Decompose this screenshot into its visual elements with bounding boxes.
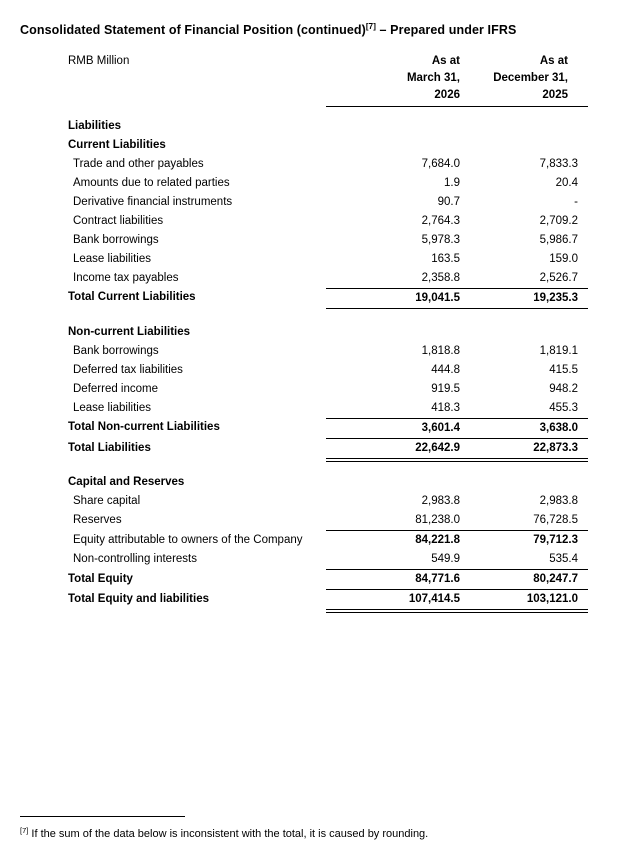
footnote (20, 816, 428, 841)
page-title-main: Consolidated Statement of Financial Position (continued) (20, 23, 366, 37)
row-values (326, 117, 588, 136)
row-values (326, 511, 588, 531)
value-december-2025: 76,728.5 (533, 514, 578, 526)
value-december-2025: 159.0 (549, 253, 578, 265)
row-values (326, 380, 588, 399)
row-values (326, 439, 588, 459)
row-label: Contract liabilities (73, 215, 164, 227)
row-label: Reserves (73, 514, 122, 526)
page-title-footnote-ref: [7] (365, 22, 376, 31)
row-label: Bank borrowings (73, 345, 159, 357)
table-row (20, 380, 622, 399)
value-december-2025: 3,638.0 (539, 422, 578, 434)
table-row (20, 361, 622, 380)
table-row (20, 570, 622, 590)
table-row (20, 117, 622, 136)
value-december-2025: 80,247.7 (533, 573, 578, 585)
row-values (326, 550, 588, 570)
value-march-2026: 418.3 (431, 402, 460, 414)
table-row (20, 531, 622, 550)
row-values (326, 174, 588, 193)
row-values (326, 418, 588, 439)
row-label: Total Current Liabilities (68, 291, 196, 303)
value-march-2026 (326, 323, 460, 342)
value-december-2025: 103,121.0 (526, 593, 578, 605)
row-values (326, 193, 588, 212)
table-row (20, 399, 622, 418)
col2-header-line3: 2025 (542, 89, 568, 101)
table-row (20, 155, 622, 174)
value-december-2025: 535.4 (549, 553, 578, 565)
value-march-2026: 1,818.8 (421, 345, 460, 357)
row-label: Lease liabilities (73, 402, 151, 414)
column-headers (326, 53, 588, 107)
value-december-2025 (460, 136, 588, 155)
value-march-2026: 3,601.4 (421, 422, 460, 434)
value-march-2026: 2,358.8 (421, 272, 460, 284)
footnote-text (20, 824, 428, 841)
value-december-2025: 2,983.8 (539, 495, 578, 507)
row-label: Bank borrowings (73, 234, 159, 246)
value-march-2026: 2,764.3 (421, 215, 460, 227)
row-values (326, 155, 588, 174)
value-december-2025: 1,819.1 (539, 345, 578, 357)
row-label: Current Liabilities (68, 139, 166, 151)
footnote-separator (20, 816, 185, 817)
value-march-2026: 107,414.5 (408, 593, 460, 605)
row-label: Total Equity (68, 573, 133, 585)
row-label: Total Non-current Liabilities (68, 421, 220, 433)
col1-header-line3: 2026 (434, 89, 460, 101)
row-values (326, 342, 588, 361)
value-march-2026: 2,983.8 (421, 495, 460, 507)
value-december-2025: 79,712.3 (533, 534, 578, 546)
value-december-2025: 415.5 (549, 364, 578, 376)
value-march-2026: 22,642.9 (415, 442, 460, 454)
row-values (326, 136, 588, 155)
value-march-2026: 549.9 (431, 553, 460, 565)
value-march-2026 (326, 136, 460, 155)
table-row (20, 269, 622, 288)
table-header-row (20, 53, 622, 107)
table-row (20, 492, 622, 511)
col1-header-line1: As at (431, 55, 460, 67)
table-row (20, 323, 622, 342)
value-december-2025: 948.2 (549, 383, 578, 395)
table-row (20, 342, 622, 361)
table-row (20, 193, 622, 212)
row-values (326, 590, 588, 610)
value-december-2025: 2,526.7 (539, 272, 578, 284)
row-label: Equity attributable to owners of the Company (73, 534, 303, 546)
row-label: Non-current Liabilities (68, 326, 191, 338)
table-row (20, 174, 622, 193)
row-label: Capital and Reserves (68, 476, 185, 488)
value-march-2026: 81,238.0 (415, 514, 460, 526)
page-title-suffix: – Prepared under IFRS (375, 23, 517, 37)
value-december-2025: 2,709.2 (539, 215, 578, 227)
value-december-2025: 20.4 (555, 177, 578, 189)
row-label: Non-controlling interests (73, 553, 198, 565)
row-label: Trade and other payables (73, 158, 204, 170)
value-march-2026: 163.5 (431, 253, 460, 265)
value-december-2025: 7,833.3 (539, 158, 578, 170)
row-values (326, 399, 588, 418)
table-row (20, 250, 622, 269)
value-december-2025: 19,235.3 (533, 292, 578, 304)
value-march-2026: 84,221.8 (415, 534, 460, 546)
table-row (20, 439, 622, 459)
row-label: Share capital (73, 495, 141, 507)
value-december-2025: 455.3 (549, 402, 578, 414)
table-row (20, 136, 622, 155)
table-row (20, 212, 622, 231)
row-values (326, 473, 588, 492)
table-row (20, 550, 622, 570)
row-label: Deferred income (73, 383, 159, 395)
spacer-row (20, 309, 622, 323)
value-march-2026 (326, 117, 460, 136)
row-values (326, 492, 588, 511)
table-row (20, 511, 622, 531)
table-row (20, 231, 622, 250)
table-row (20, 590, 622, 610)
col2-header-line1: As at (539, 55, 568, 67)
footnote-marker: [7] (20, 826, 29, 835)
unit-label: RMB Million (68, 55, 130, 67)
row-values (326, 288, 588, 309)
value-march-2026: 7,684.0 (421, 158, 460, 170)
table-row (20, 288, 622, 309)
column-header-march-2026 (326, 53, 460, 104)
value-march-2026: 19,041.5 (415, 292, 460, 304)
row-label: Total Liabilities (68, 442, 151, 454)
table-row (20, 418, 622, 439)
row-label: Deferred tax liabilities (73, 364, 183, 376)
value-december-2025 (460, 473, 588, 492)
value-march-2026: 5,978.3 (421, 234, 460, 246)
value-march-2026: 919.5 (431, 383, 460, 395)
column-header-december-2025 (460, 53, 588, 104)
table-row (20, 473, 622, 492)
row-label: Derivative financial instruments (73, 196, 233, 208)
value-march-2026: 90.7 (437, 196, 460, 208)
value-december-2025: 5,986.7 (539, 234, 578, 246)
value-december-2025 (460, 323, 588, 342)
financial-position-table (20, 53, 622, 610)
page-title (20, 22, 622, 37)
value-march-2026: 1.9 (444, 177, 460, 189)
value-march-2026: 444.8 (431, 364, 460, 376)
col1-header-line2: March 31, (406, 72, 460, 84)
col2-header-line2: December 31, (493, 72, 568, 84)
row-values (326, 531, 588, 550)
value-december-2025: 22,873.3 (533, 442, 578, 454)
row-label: Income tax payables (73, 272, 179, 284)
row-label: Liabilities (68, 120, 122, 132)
footnote-body: If the sum of the data below is inconsistent with the total, it is caused by rounding. (28, 828, 429, 840)
value-december-2025: - (574, 196, 578, 208)
value-march-2026: 84,771.6 (415, 573, 460, 585)
row-label: Total Equity and liabilities (68, 593, 209, 605)
row-values (326, 570, 588, 590)
row-values (326, 323, 588, 342)
row-label: Amounts due to related parties (73, 177, 230, 189)
row-values (326, 212, 588, 231)
value-december-2025 (460, 117, 588, 136)
row-values (326, 269, 588, 288)
value-march-2026 (326, 473, 460, 492)
table-body (20, 117, 622, 610)
row-values (326, 250, 588, 269)
row-label: Lease liabilities (73, 253, 151, 265)
row-values (326, 231, 588, 250)
row-values (326, 361, 588, 380)
